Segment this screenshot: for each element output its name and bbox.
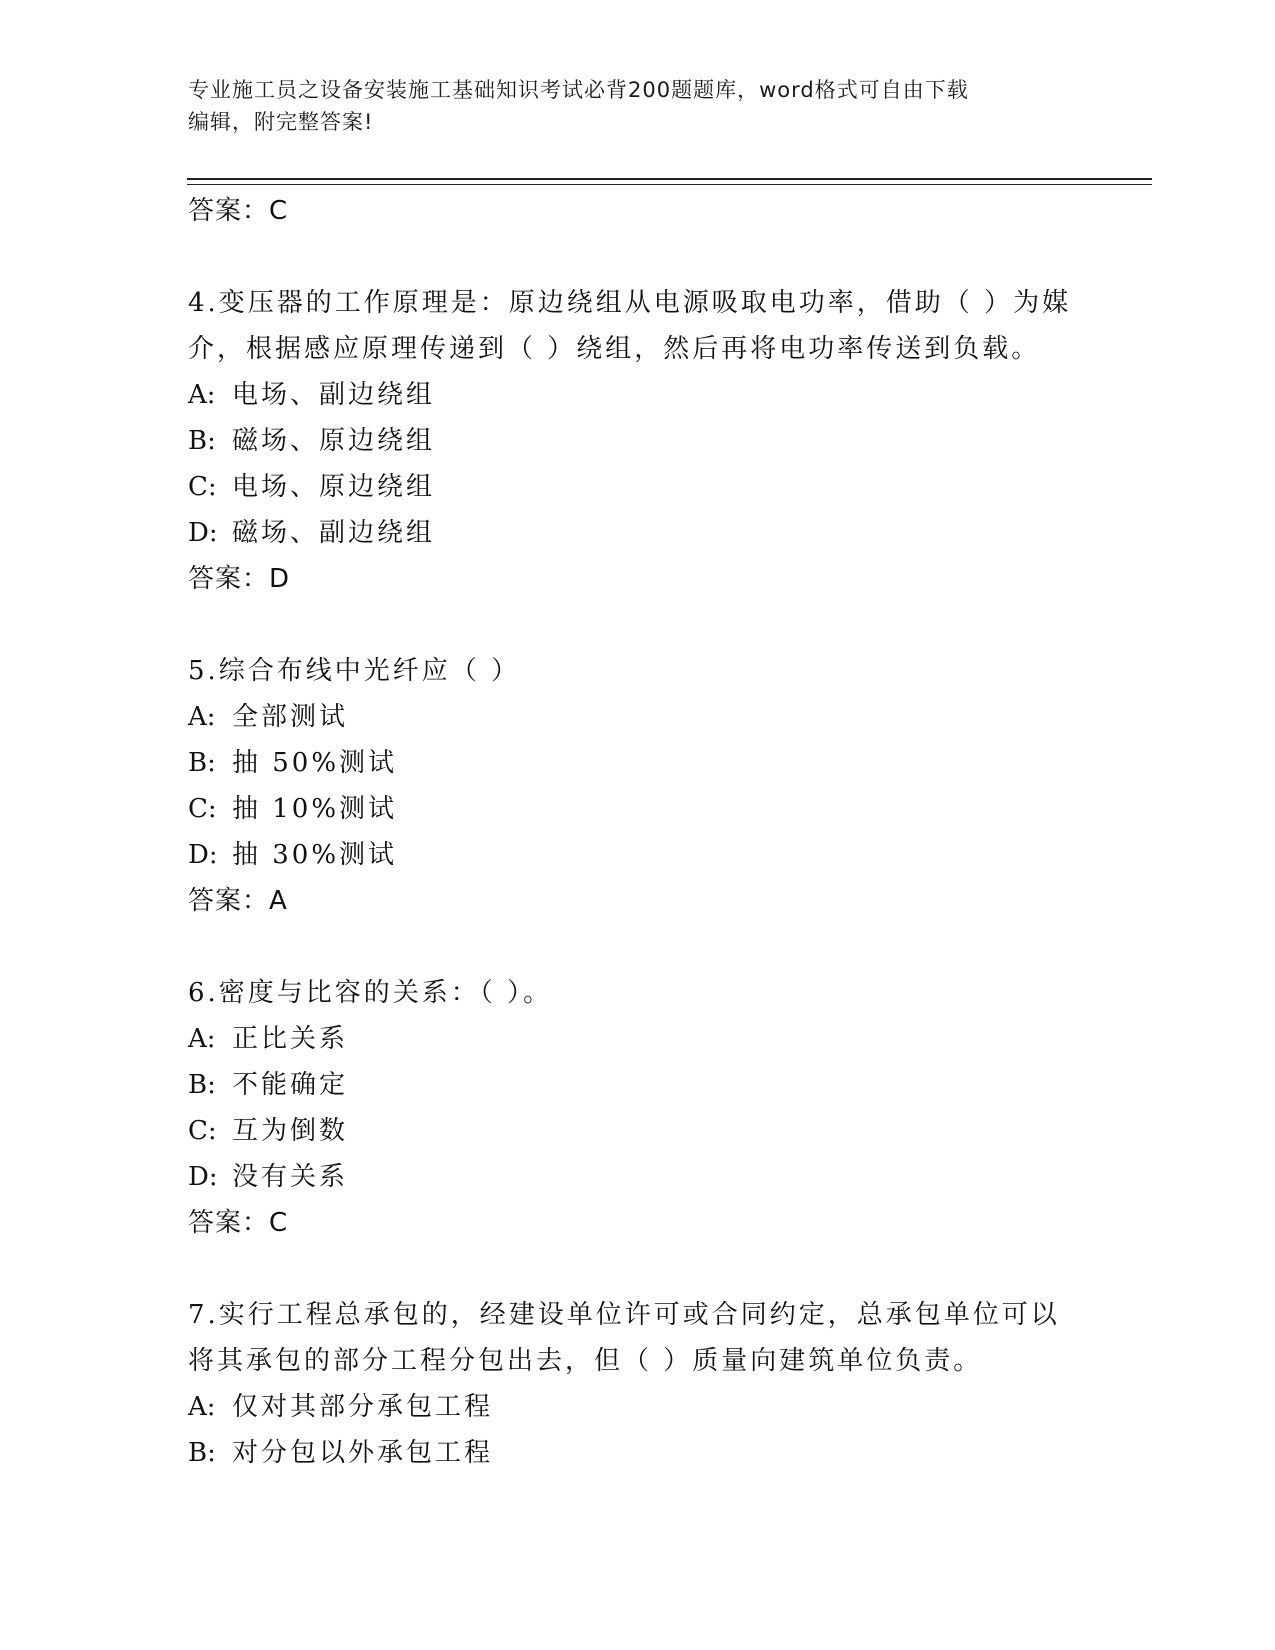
option-text: 电场、副边绕组 xyxy=(232,380,436,410)
option-letter: C: xyxy=(188,1116,217,1146)
option-text: 仅对其部分承包工程 xyxy=(232,1392,494,1422)
option-letter: B: xyxy=(188,1070,216,1100)
option-letter: A: xyxy=(188,380,216,410)
option-a xyxy=(188,694,1088,740)
option-c xyxy=(188,1108,1088,1154)
question-text: 4.变压器的工作原理是：原边绕组从电源吸取电功率，借助（ ）为媒 xyxy=(188,288,1072,318)
header-rule-thick xyxy=(187,178,1152,180)
option-c xyxy=(188,786,1088,832)
option-letter: D: xyxy=(188,1162,218,1192)
question-text: 6.密度与比容的关系：（ ）。 xyxy=(188,978,553,1008)
question-block-5 xyxy=(188,648,1088,924)
spacer xyxy=(188,602,1088,648)
question-text: 5.综合布线中光纤应（ ） xyxy=(188,656,521,686)
option-text: 抽 10%测试 xyxy=(232,794,398,824)
spacer xyxy=(188,1246,1088,1292)
answer-line: 答案：D xyxy=(188,564,291,594)
option-a xyxy=(188,1016,1088,1062)
option-letter: B: xyxy=(188,426,216,456)
option-b xyxy=(188,418,1088,464)
option-a xyxy=(188,1384,1088,1430)
option-letter: B: xyxy=(188,748,216,778)
option-d xyxy=(188,510,1088,556)
option-text: 抽 30%测试 xyxy=(232,840,398,870)
option-letter: D: xyxy=(188,518,218,548)
option-letter: A: xyxy=(188,1024,216,1054)
question-text: 7.实行工程总承包的，经建设单位许可或合同约定，总承包单位可以 xyxy=(188,1300,1060,1330)
option-text: 抽 50%测试 xyxy=(232,748,398,778)
spacer xyxy=(188,234,1088,280)
option-letter: A: xyxy=(188,1392,216,1422)
question-block-6 xyxy=(188,970,1088,1246)
option-text: 互为倒数 xyxy=(232,1116,349,1146)
option-b xyxy=(188,740,1088,786)
option-a xyxy=(188,372,1088,418)
option-text: 不能确定 xyxy=(232,1070,349,1100)
spacer xyxy=(188,924,1088,970)
header-rule-thin xyxy=(187,184,1152,185)
option-letter: D: xyxy=(188,840,218,870)
question-block-4 xyxy=(188,280,1088,602)
page-header xyxy=(188,74,1068,138)
answer-line: 答案：C xyxy=(188,196,289,226)
option-text: 磁场、原边绕组 xyxy=(232,426,436,456)
option-letter: C: xyxy=(188,472,217,502)
option-c xyxy=(188,464,1088,510)
option-text: 全部测试 xyxy=(232,702,349,732)
option-b xyxy=(188,1430,1088,1476)
option-text: 磁场、副边绕组 xyxy=(232,518,436,548)
header-line-2: 编辑，附完整答案! xyxy=(188,110,374,134)
question-text-continued: 介，根据感应原理传递到（ ）绕组，然后再将电功率传送到负载。 xyxy=(188,334,1041,364)
option-letter: B: xyxy=(188,1438,216,1468)
option-text: 没有关系 xyxy=(232,1162,349,1192)
option-d xyxy=(188,1154,1088,1200)
option-d xyxy=(188,832,1088,878)
question-list xyxy=(188,188,1088,1476)
answer-line: 答案：C xyxy=(188,1208,289,1238)
option-letter: A: xyxy=(188,702,216,732)
answer-line: 答案：A xyxy=(188,886,288,916)
option-b xyxy=(188,1062,1088,1108)
option-text: 正比关系 xyxy=(232,1024,349,1054)
question-text-continued: 将其承包的部分工程分包出去，但（ ）质量向建筑单位负责。 xyxy=(188,1346,983,1376)
option-letter: C: xyxy=(188,794,217,824)
question-block-7 xyxy=(188,1292,1088,1476)
option-text: 对分包以外承包工程 xyxy=(232,1438,494,1468)
option-text: 电场、原边绕组 xyxy=(232,472,436,502)
header-line-1: 专业施工员之设备安装施工基础知识考试必背200题题库，word格式可自由下载 xyxy=(188,78,969,102)
